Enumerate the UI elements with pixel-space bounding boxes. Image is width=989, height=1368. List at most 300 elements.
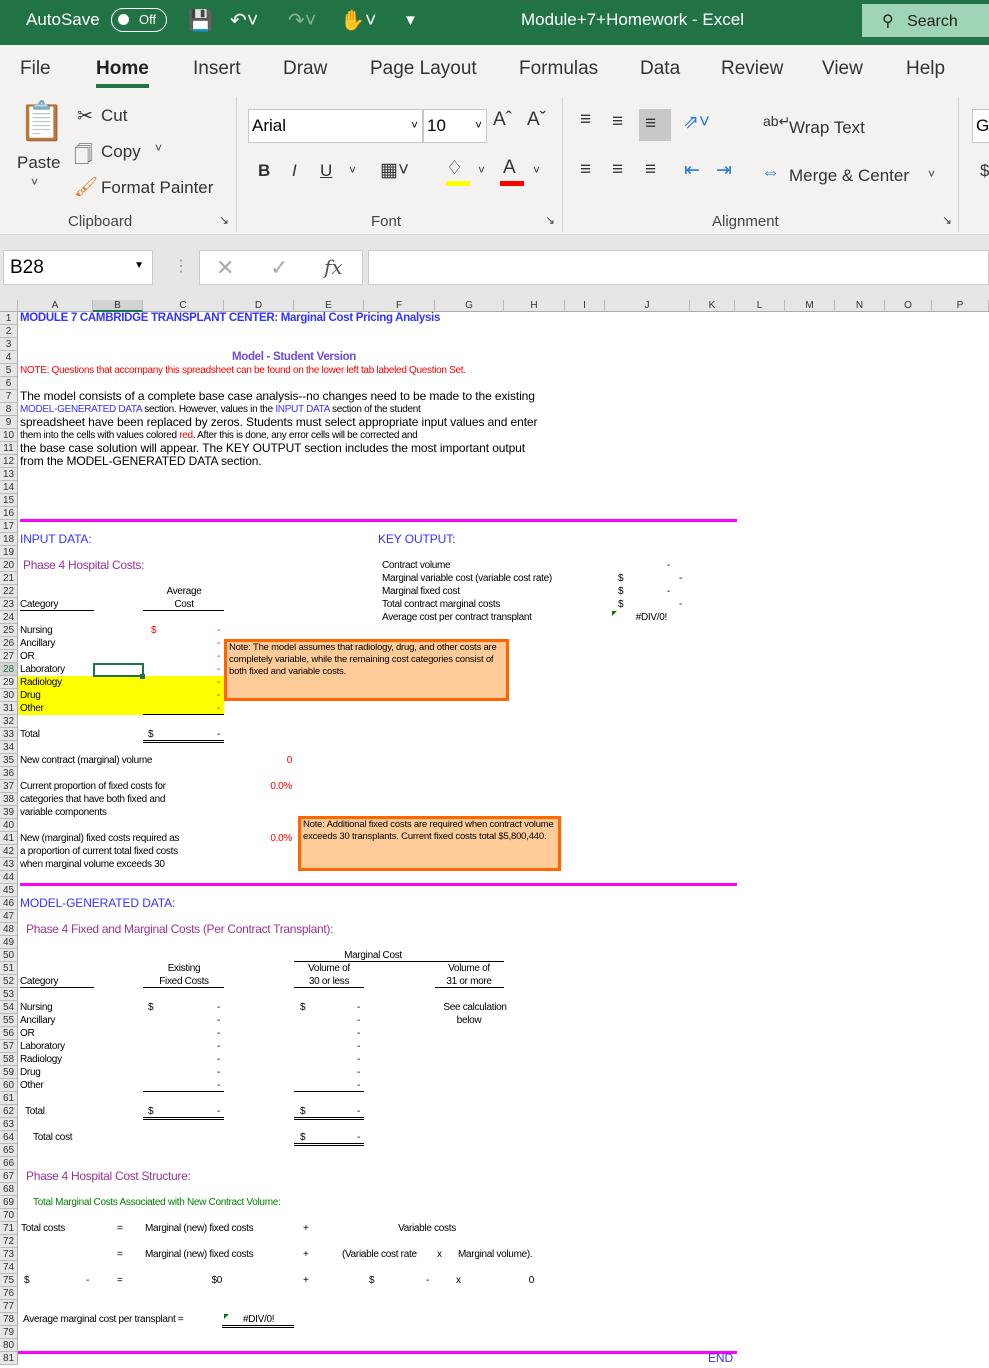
row-header[interactable]: 79	[0, 1326, 18, 1339]
row-header[interactable]: 39	[0, 806, 18, 819]
fill-color-icon[interactable]: ♢	[446, 158, 464, 179]
row-header[interactable]: 71	[0, 1222, 18, 1235]
avg-marginal-label: Average marginal cost per transplant =	[23, 1314, 184, 1325]
input-cost-value[interactable]: -	[216, 625, 220, 636]
tab-data[interactable]: Data	[640, 58, 681, 79]
row-header[interactable]: 26	[0, 637, 18, 650]
total-label: Total	[25, 1106, 45, 1117]
row-header[interactable]: 12	[0, 455, 18, 468]
column-header-H[interactable]: H	[504, 300, 565, 312]
cut-icon: ✂	[77, 106, 93, 127]
formula-value: +	[303, 1275, 309, 1286]
input-category: OR	[20, 651, 35, 662]
underline-dropdown-icon[interactable]: ˅	[349, 163, 357, 177]
format-painter-icon: 🖌	[74, 177, 99, 198]
currency-icon[interactable]: $	[980, 161, 989, 180]
row-header[interactable]: 76	[0, 1287, 18, 1300]
row-header[interactable]: 29	[0, 676, 18, 689]
key-output-header: KEY OUTPUT:	[378, 532, 456, 546]
new-fixed-input[interactable]: 0.0%	[270, 833, 292, 844]
fixed-cost-value: -	[216, 1028, 220, 1039]
copy-icon: 🗍	[74, 145, 93, 166]
dollar-sign: $	[618, 573, 624, 584]
cancel-icon[interactable]: ✕	[216, 255, 235, 280]
search-placeholder: Search	[907, 13, 958, 30]
row-header[interactable]: 32	[0, 715, 18, 728]
marginal-cost-value: -	[356, 1002, 360, 1013]
align-bottom-icon[interactable]: ≡	[639, 109, 671, 141]
column-header-E[interactable]: E	[294, 300, 364, 312]
row-header[interactable]: 13	[0, 468, 18, 481]
borders-icon[interactable]: ▦˅	[380, 160, 410, 181]
row-header[interactable]: 56	[0, 1027, 18, 1040]
row-header[interactable]: 27	[0, 650, 18, 663]
intro-text: red	[179, 430, 193, 441]
input-category: Nursing	[20, 625, 53, 636]
alignment-launcher-icon[interactable]: ↘	[942, 213, 953, 227]
formula-value: -	[85, 1275, 89, 1286]
row-header[interactable]: 4	[0, 351, 18, 364]
tab-draw[interactable]: Draw	[283, 58, 328, 79]
key-output-value: -	[666, 586, 670, 597]
autosave-toggle[interactable]: Off	[111, 8, 167, 32]
copy-dropdown-icon[interactable]: ˅	[155, 141, 163, 155]
row-header[interactable]: 59	[0, 1066, 18, 1079]
row-header[interactable]: 31	[0, 702, 18, 715]
font-launcher-icon[interactable]: ↘	[545, 213, 556, 227]
new-fixed-label: when marginal volume exceeds 30	[20, 859, 165, 870]
input-category: Radiology	[20, 677, 62, 688]
orientation-icon[interactable]: ⇗˅	[683, 112, 711, 133]
volume-input[interactable]: 0	[286, 755, 292, 766]
row-header[interactable]: 22	[0, 585, 18, 598]
column-header-L[interactable]: L	[735, 300, 785, 312]
formula-text: x	[437, 1249, 442, 1260]
key-output-value: -	[666, 560, 670, 571]
formula-text: Total costs	[21, 1223, 65, 1234]
tab-review[interactable]: Review	[721, 58, 784, 79]
redo-icon[interactable]: ↷˅	[288, 10, 317, 32]
row-header[interactable]: 33	[0, 728, 18, 741]
divider	[236, 97, 237, 232]
chevron-down-icon: ▼	[134, 260, 144, 271]
underline	[294, 1091, 364, 1092]
row-header[interactable]: 48	[0, 923, 18, 936]
paste-button[interactable]: Paste	[17, 153, 61, 172]
fixed-cost-value: -	[216, 1067, 220, 1078]
column-header-N[interactable]: N	[835, 300, 885, 312]
font-color-swatch	[500, 181, 524, 186]
vol30-header: 30 or less	[308, 976, 350, 987]
row-header[interactable]: 16	[0, 507, 18, 520]
formula-text: Marginal volume).	[458, 1249, 533, 1260]
fixed-cost-value: -	[216, 1054, 220, 1065]
total-marginal: -	[356, 1106, 360, 1117]
avg-cost-header: Average	[166, 586, 202, 597]
model-category: Laboratory	[20, 1041, 65, 1052]
row-header[interactable]: 15	[0, 494, 18, 507]
column-header-J[interactable]: J	[605, 300, 690, 312]
font-color-dropdown-icon[interactable]: ˅	[533, 163, 541, 177]
sheet-title: MODULE 7 CAMBRIDGE TRANSPLANT CENTER: Marginal Cost Pricing Analysis	[20, 312, 441, 324]
section-divider	[20, 883, 737, 886]
prop-fixed-label: categories that have both fixed and	[20, 794, 166, 805]
column-header-O[interactable]: O	[885, 300, 932, 312]
customize-toolbar-icon[interactable]: ▼	[403, 12, 418, 29]
row-header[interactable]: 44	[0, 871, 18, 884]
increase-indent-icon[interactable]: ⇥	[716, 160, 732, 181]
copy-button[interactable]: Copy	[101, 142, 141, 161]
tab-insert[interactable]: Insert	[193, 58, 241, 79]
row-header[interactable]: 72	[0, 1235, 18, 1248]
key-output-label: Total contract marginal costs	[382, 599, 501, 610]
see-calculation: See calculation	[443, 1002, 507, 1013]
input-category: Other	[20, 703, 44, 714]
name-box[interactable]	[3, 250, 153, 285]
paste-icon[interactable]: 📋	[18, 101, 66, 143]
row-header[interactable]: 67	[0, 1170, 18, 1183]
formula-value: 0	[528, 1275, 534, 1286]
prop-fixed-label: variable components	[20, 807, 107, 818]
category-header: Category	[20, 976, 59, 987]
row-header[interactable]: 6	[0, 377, 18, 390]
row-header[interactable]: 74	[0, 1261, 18, 1274]
tab-home[interactable]: Home	[96, 58, 149, 79]
merge-center-button[interactable]: Merge & Center	[789, 166, 909, 185]
column-header-D[interactable]: D	[224, 300, 294, 312]
total-label: Total	[20, 729, 40, 740]
row-header[interactable]: 66	[0, 1157, 18, 1170]
align-center-icon[interactable]: ≡	[612, 159, 624, 180]
fill-color-swatch	[446, 181, 470, 186]
volume-label: New contract (marginal) volume	[20, 755, 153, 766]
formula-text: Marginal (new) fixed costs	[145, 1249, 254, 1260]
category-header: Category	[20, 599, 59, 610]
row-header[interactable]: 8	[0, 403, 18, 416]
touch-mode-icon[interactable]: ✋˅	[340, 10, 377, 32]
row-header[interactable]: 35	[0, 754, 18, 767]
column-header-I[interactable]: I	[565, 300, 605, 312]
formula-value: $0	[211, 1275, 222, 1286]
intro-text: MODEL-GENERATED DATA	[20, 404, 142, 415]
row-header[interactable]: 62	[0, 1105, 18, 1118]
new-fixed-label: a proportion of current total fixed costs	[20, 846, 178, 857]
phase4-costs-title: Phase 4 Hospital Costs:	[23, 558, 145, 572]
fixed-cost-value: -	[216, 1002, 220, 1013]
clipboard-launcher-icon[interactable]: ↘	[219, 213, 230, 227]
formula-buttons	[199, 250, 363, 285]
column-header-G[interactable]: G	[435, 300, 504, 312]
row-header[interactable]: 36	[0, 767, 18, 780]
italic-button[interactable]: I	[292, 161, 297, 180]
formula-text: +	[303, 1223, 309, 1234]
font-group-label: Font	[371, 213, 402, 230]
row-header[interactable]: 11	[0, 442, 18, 455]
row-header[interactable]: 47	[0, 910, 18, 923]
input-cost-value[interactable]: -	[216, 651, 220, 662]
underline-button[interactable]: U	[320, 161, 333, 180]
row-header[interactable]: 21	[0, 572, 18, 585]
formula-input[interactable]	[368, 250, 989, 285]
row-header[interactable]: 80	[0, 1339, 18, 1352]
row-header[interactable]: 81	[0, 1352, 18, 1365]
row-header[interactable]: 28	[0, 663, 18, 676]
row-header[interactable]: 64	[0, 1131, 18, 1144]
tab-help[interactable]: Help	[906, 58, 946, 79]
row-header[interactable]: 43	[0, 858, 18, 871]
model-category: Nursing	[20, 1002, 53, 1013]
dollar-sign: $	[148, 1106, 154, 1117]
key-output-value: #DIV/0!	[635, 612, 667, 623]
row-header[interactable]: 69	[0, 1196, 18, 1209]
formula-text: =	[117, 1223, 123, 1234]
row-header[interactable]: 77	[0, 1300, 18, 1313]
cost-structure-title: Phase 4 Hospital Cost Structure:	[26, 1169, 191, 1183]
underline	[143, 610, 224, 611]
row-header[interactable]: 24	[0, 611, 18, 624]
font-size-select[interactable]	[423, 109, 487, 143]
dollar-sign: $	[148, 729, 154, 740]
underline	[20, 610, 94, 611]
input-data-header: INPUT DATA:	[20, 532, 92, 546]
intro-text: section. However, values in the	[141, 404, 276, 415]
row-header[interactable]: 46	[0, 897, 18, 910]
enter-icon[interactable]: ✓	[270, 255, 289, 280]
row-header[interactable]: 2	[0, 325, 18, 338]
note-box-fixed-costs: Note: Additional fixed costs are required when contract volume exceeds 30 transplants. Current fixed costs total $5,800,440.	[298, 816, 561, 871]
align-top-icon[interactable]: ≡	[580, 109, 592, 130]
dollar-sign: $	[300, 1106, 306, 1117]
avg-marginal-value: #DIV/0!	[243, 1314, 275, 1325]
intro-line: spreadsheet have been replaced by zeros. Students must select appropriate input values and enter	[20, 415, 538, 429]
dollar-sign: $	[300, 1132, 306, 1143]
total-fixed: -	[216, 1106, 220, 1117]
input-cost-value[interactable]: -	[216, 677, 220, 688]
row-header[interactable]: 9	[0, 416, 18, 429]
row-header[interactable]: 30	[0, 689, 18, 702]
vol31-header: Volume of	[448, 963, 490, 974]
underline	[143, 1091, 224, 1092]
underline	[143, 987, 224, 988]
clipboard-group-label: Clipboard	[68, 213, 133, 230]
double-underline	[294, 1117, 364, 1120]
intro-line	[20, 429, 417, 442]
document-title: Module+7+Homework - Excel	[521, 10, 744, 29]
row-header[interactable]: 49	[0, 936, 18, 949]
row-header[interactable]: 58	[0, 1053, 18, 1066]
row-header[interactable]: 5	[0, 364, 18, 377]
double-underline	[222, 1325, 294, 1328]
error-indicator-icon[interactable]	[612, 611, 617, 616]
row-header[interactable]: 41	[0, 832, 18, 845]
formula-value: =	[117, 1275, 123, 1286]
row-header[interactable]: 42	[0, 845, 18, 858]
row-header[interactable]: 1	[0, 312, 18, 325]
divider	[958, 97, 959, 232]
existing-header: Fixed Costs	[159, 976, 209, 987]
section-divider	[18, 1351, 737, 1354]
formula-value: -	[425, 1275, 429, 1286]
row-header[interactable]: 61	[0, 1092, 18, 1105]
align-middle-icon[interactable]: ≡	[612, 111, 624, 132]
model-category: Drug	[20, 1067, 41, 1078]
row-header[interactable]: 25	[0, 624, 18, 637]
dollar-sign: $	[618, 599, 624, 610]
row-header[interactable]: 20	[0, 559, 18, 572]
drag-handle-icon[interactable]: ⋮	[173, 258, 189, 275]
row-header[interactable]: 55	[0, 1014, 18, 1027]
dollar-sign: $	[148, 1002, 154, 1013]
search-box[interactable]	[862, 4, 989, 37]
autosave-label: AutoSave	[26, 10, 100, 29]
end-marker: END	[708, 1351, 734, 1365]
ribbon-tabs	[0, 45, 989, 95]
row-header[interactable]: 57	[0, 1040, 18, 1053]
row-header[interactable]: 3	[0, 338, 18, 351]
key-output-label: Average cost per contract transplant	[382, 612, 532, 623]
save-icon[interactable]: 💾	[188, 10, 213, 32]
row-header[interactable]: 75	[0, 1274, 18, 1287]
row-header[interactable]: 54	[0, 1001, 18, 1014]
row-header[interactable]: 17	[0, 520, 18, 533]
row-header[interactable]: 23	[0, 598, 18, 611]
worksheet-grid[interactable]	[0, 300, 989, 1368]
underline	[20, 987, 94, 988]
intro-text: INPUT DATA	[275, 404, 330, 415]
column-header-P[interactable]: P	[932, 300, 989, 312]
model-phase-title: Phase 4 Fixed and Marginal Costs (Per Contract Transplant):	[26, 922, 334, 936]
font-color-icon[interactable]: A	[503, 157, 516, 178]
column-header-C[interactable]: C	[143, 300, 224, 312]
row-header[interactable]: 68	[0, 1183, 18, 1196]
dollar-sign: $	[300, 1002, 306, 1013]
row-header[interactable]: 63	[0, 1118, 18, 1131]
formula-text: (Variable cost rate	[342, 1249, 417, 1260]
row-header[interactable]: 73	[0, 1248, 18, 1261]
bold-button[interactable]: B	[258, 161, 271, 180]
key-output-value: -	[678, 599, 682, 610]
marginal-cost-value: -	[356, 1054, 360, 1065]
row-header[interactable]: 37	[0, 780, 18, 793]
column-header-M[interactable]: M	[785, 300, 835, 312]
intro-line: the base case solution will appear. The KEY OUTPUT section includes the most important output	[20, 441, 525, 455]
name-box-value: B28	[10, 257, 44, 278]
row-header[interactable]: 19	[0, 546, 18, 559]
row-header[interactable]: 34	[0, 741, 18, 754]
chevron-down-icon: ˅	[474, 118, 482, 132]
decrease-indent-icon[interactable]: ⇤	[684, 160, 700, 181]
tab-view[interactable]: View	[822, 58, 863, 79]
tab-file[interactable]: File	[20, 58, 51, 79]
tab-page-layout[interactable]: Page Layout	[370, 58, 477, 79]
input-category: Laboratory	[20, 664, 65, 675]
error-indicator-icon[interactable]	[224, 1314, 229, 1319]
selected-cell-B28[interactable]	[93, 663, 144, 677]
column-header-K[interactable]: K	[690, 300, 735, 312]
input-cost-value[interactable]: -	[216, 690, 220, 701]
font-name-value: Arial	[252, 116, 287, 135]
input-category: Drug	[20, 690, 41, 701]
insert-function-icon[interactable]: fx	[324, 255, 343, 279]
marginal-cost-header: Marginal Cost	[344, 950, 402, 961]
row-header[interactable]: 38	[0, 793, 18, 806]
format-painter-button[interactable]: Format Painter	[101, 178, 214, 197]
paste-dropdown-icon[interactable]: ˅	[31, 175, 39, 189]
select-all-corner[interactable]	[0, 300, 18, 312]
row-header[interactable]: 14	[0, 481, 18, 494]
row-header[interactable]: 40	[0, 819, 18, 832]
merge-dropdown-icon[interactable]: ˅	[928, 167, 936, 181]
total-cost: -	[356, 1132, 360, 1143]
prop-fixed-input[interactable]: 0.0%	[270, 781, 292, 792]
model-category: Ancillary	[20, 1015, 56, 1026]
fill-dropdown-icon[interactable]: ˅	[478, 163, 486, 177]
model-category: Radiology	[20, 1054, 62, 1065]
row-header[interactable]: 7	[0, 390, 18, 403]
row-header[interactable]: 65	[0, 1144, 18, 1157]
align-left-icon[interactable]: ≡	[580, 159, 592, 180]
fill-handle[interactable]	[140, 674, 145, 679]
font-name-select[interactable]	[248, 109, 423, 143]
row-header[interactable]: 10	[0, 429, 18, 442]
column-header-A[interactable]: A	[18, 300, 93, 312]
column-header-B[interactable]: B	[93, 300, 143, 312]
tab-formulas[interactable]: Formulas	[519, 58, 599, 79]
row-header[interactable]: 18	[0, 533, 18, 546]
input-category: Ancillary	[20, 638, 56, 649]
row-header[interactable]: 78	[0, 1313, 18, 1326]
formula-value: $	[369, 1275, 375, 1286]
section-divider	[20, 519, 737, 522]
intro-line: from the MODEL-GENERATED DATA section.	[20, 454, 262, 468]
question-note: NOTE: Questions that accompany this spreadsheet can be found on the lower left tab labeled Question Set.	[20, 365, 466, 376]
row-header[interactable]: 50	[0, 949, 18, 962]
formula-value: $	[24, 1275, 30, 1286]
fixed-cost-value: -	[216, 1015, 220, 1026]
align-right-icon[interactable]: ≡	[645, 159, 657, 180]
undo-icon[interactable]: ↶˅	[230, 10, 259, 32]
wrap-text-button[interactable]: Wrap Text	[789, 118, 865, 137]
marginal-cost-value: -	[356, 1041, 360, 1052]
key-output-label: Marginal variable cost (variable cost rate)	[382, 573, 552, 584]
input-cost-value[interactable]: -	[216, 703, 220, 714]
input-cost-value[interactable]: -	[216, 664, 220, 675]
key-output-value: -	[678, 573, 682, 584]
row-header[interactable]: 45	[0, 884, 18, 897]
decrease-font-size-icon[interactable]: Aˇ	[527, 109, 546, 130]
prop-fixed-label: Current proportion of fixed costs for	[20, 781, 166, 792]
avg-cost-header: Cost	[174, 599, 194, 610]
row-header[interactable]: 70	[0, 1209, 18, 1222]
row-header[interactable]: 52	[0, 975, 18, 988]
input-cost-value[interactable]: -	[216, 638, 220, 649]
fixed-cost-value: -	[216, 1080, 220, 1091]
new-fixed-label: New (marginal) fixed costs required as	[20, 833, 180, 844]
number-format-select[interactable]: G	[972, 109, 989, 143]
wrap-text-icon: ab↵	[763, 113, 791, 129]
row-header[interactable]: 60	[0, 1079, 18, 1092]
increase-font-size-icon[interactable]: Aˆ	[493, 109, 512, 130]
cut-button[interactable]: Cut	[101, 106, 128, 125]
column-header-F[interactable]: F	[364, 300, 435, 312]
row-header[interactable]: 53	[0, 988, 18, 1001]
key-output-label: Contract volume	[382, 560, 451, 571]
chevron-down-icon: ˅	[410, 118, 418, 132]
marginal-cost-value: -	[356, 1028, 360, 1039]
search-icon: ⚲	[882, 13, 894, 30]
row-header[interactable]: 51	[0, 962, 18, 975]
underline	[143, 714, 224, 715]
